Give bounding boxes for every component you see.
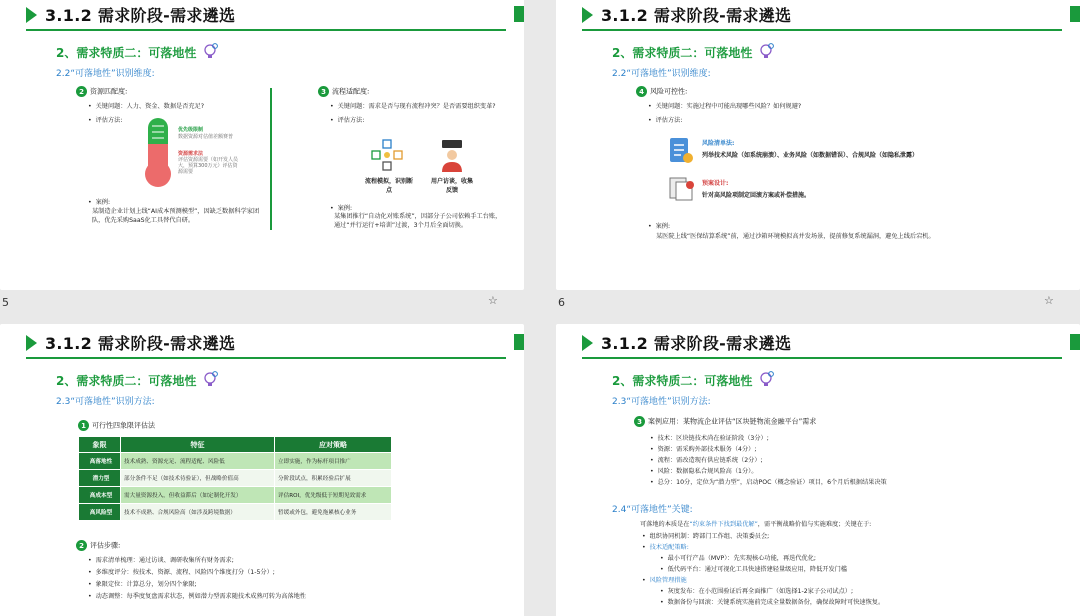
list-item: • 需求清单梳理：通过访谈、调研收集所有财务需求; xyxy=(88,557,234,564)
list-item: • 象限定位：计算总分，划分四个象限; xyxy=(88,581,197,588)
point-heading: 2 评估步骤: xyxy=(76,540,120,551)
slide-thumbnail-7[interactable] xyxy=(0,324,524,616)
corner-tab xyxy=(1070,6,1080,22)
case-text: 某医院上线“医保结算系统”前，通过沙箱环境模拟高并发场景，提前修复系统漏洞，避免上线后宕机。 xyxy=(656,233,935,240)
list-item: • 组织协同机制：跨部门工作组、决策委员会; xyxy=(642,533,770,540)
table-row: 潜力型 部分条件不足（如技术待验证），但战略价值高 分阶段试点，积累经验后扩展 xyxy=(79,470,392,487)
column-header: 象限 xyxy=(79,437,121,453)
point-heading: 3 案例应用：某物流企业评估“区块链物流金融平台”需求 xyxy=(634,416,816,427)
point-heading: 1 可行性四象限评估法 xyxy=(78,420,155,431)
bullet: • 评估方法: xyxy=(88,117,123,124)
section-label: 2.2“可落地性”识别维度: xyxy=(56,69,155,79)
slide-title: 3.1.2 需求阶段-需求遴选 xyxy=(26,331,235,354)
title-arrow-icon xyxy=(582,335,593,351)
slide-subtitle: 2、需求特质二：可落地性 xyxy=(56,42,220,62)
corner-tab xyxy=(514,334,524,350)
column-divider xyxy=(270,88,272,230)
thermometer-icon xyxy=(140,116,176,188)
list-item: • 数据备份与回滚：关键系统实施前完成全量数据备份，确保故障时可快速恢复。 xyxy=(660,599,885,606)
title-underline xyxy=(26,357,506,359)
slide-title: 3.1.2 需求阶段-需求遴选 xyxy=(582,331,791,354)
slide-subtitle: 2、需求特质二：可落地性 xyxy=(56,370,220,390)
list-item: • 风险管理措施 xyxy=(642,577,687,584)
lightbulb-gear-icon xyxy=(756,370,776,390)
slide-thumbnail-6[interactable] xyxy=(556,0,1080,290)
thermo-label-b: 资源需求法 评估资源需要（如开发人员大，预算300万元）评估资源需要 xyxy=(178,151,239,175)
method-risk-list: 风险清单法: 列举技术风险（如系统崩溃）、业务风险（如数据错误）、合规风险（如隐私泄露） xyxy=(702,140,919,159)
list-item: • 资源：需采购外部技术服务（4分）; xyxy=(650,446,757,453)
list-item: • 最小可行产品（MVP）：先实现核心功能，再迭代优化; xyxy=(660,555,817,562)
bullet: • 评估方法: xyxy=(648,117,683,124)
key-statement: 可落地的本质是在“约束条件下找到最优解”，需平衡战略价值与实施难度；关键在于: xyxy=(640,521,872,528)
lightbulb-gear-icon xyxy=(200,42,220,62)
slide-subtitle: 2、需求特质二：可落地性 xyxy=(612,370,776,390)
star-icon[interactable]: ☆ xyxy=(1044,294,1054,307)
list-item: • 风险：数据隐私合规风险高（1分）。 xyxy=(650,468,758,475)
bullet: • 关键问题：实施过程中可能出现哪些风险？如何规避? xyxy=(648,103,802,110)
list-item: • 灰度发布：在小范围验证后再全面推广（如选择1-2家子公司试点）; xyxy=(660,588,854,595)
table-row: 高落地性 技术成熟、资源充足、流程适配、风险低 立即实施，作为标杆项目推广 xyxy=(79,453,392,470)
slide-title: 3.1.2 需求阶段-需求遴选 xyxy=(26,3,235,26)
title-arrow-icon xyxy=(26,335,37,351)
icon-label: 流程模拟，识别断点 xyxy=(364,178,413,194)
point-heading: 4 风险可控性: xyxy=(636,86,687,97)
case-text: 某制造企业计划上线“AI成本预测模型”，因缺乏数据科学家团队，优先采购SaaS化工具替代自研。 xyxy=(92,208,260,224)
title-arrow-icon xyxy=(26,7,37,23)
icon-label: 用户访谈，收集反馈 xyxy=(430,178,473,194)
table-row: 高成本型 需大量资源投入，但收益滞后（如定制化开发） 评估ROI，优先级低于短期见效需求 xyxy=(79,487,392,504)
list-item: • 流程：需改造现有供应链系统（2分）; xyxy=(650,457,763,464)
corner-tab xyxy=(1070,334,1080,350)
list-item: • 多维度评分：按技术、资源、流程、风险四个维度打分（1-5分）; xyxy=(88,569,275,576)
title-underline xyxy=(582,357,1062,359)
title-underline xyxy=(26,29,506,31)
section-label: 2.4“可落地性”关键: xyxy=(612,505,693,515)
slide-number: 5 xyxy=(2,296,9,309)
slide-thumbnail-5[interactable] xyxy=(0,0,524,290)
case-label: • 案例: xyxy=(88,199,111,206)
list-item: • 技术适配策略: xyxy=(642,544,689,551)
table-row: 高风险型 技术不成熟、合规风险高（如涉及跨境数据） 暂缓或外包，避免拖累核心业务 xyxy=(79,504,392,521)
slide-thumbnail-8[interactable] xyxy=(556,324,1080,616)
lightbulb-gear-icon xyxy=(200,370,220,390)
section-label: 2.3“可落地性”识别方法: xyxy=(612,397,711,407)
case-label: • 案例: xyxy=(648,223,671,230)
list-item: • 低代码平台：通过可视化工具快速搭建轻量级应用，降低开发门槛 xyxy=(660,566,848,573)
process-flow-icon xyxy=(370,138,404,172)
corner-tab xyxy=(514,6,524,22)
slide-title: 3.1.2 需求阶段-需求遴选 xyxy=(582,3,791,26)
section-label: 2.2“可落地性”识别维度: xyxy=(612,69,711,79)
section-label: 2.3“可落地性”识别方法: xyxy=(56,397,155,407)
bullet: • 评估方法: xyxy=(330,117,365,124)
column-header: 应对策略 xyxy=(275,437,392,453)
quadrant-table xyxy=(78,436,392,521)
checklist-icon xyxy=(668,136,694,164)
method-contingency: 预案设计: 针对高风险项制定回滚方案或补偿措施。 xyxy=(702,180,811,199)
column-header: 特征 xyxy=(121,437,275,453)
point-heading: 2 资源匹配度: xyxy=(76,86,127,97)
point-heading: 3 流程适配度: xyxy=(318,86,369,97)
title-arrow-icon xyxy=(582,7,593,23)
case-text: 某集团推行“自动化对账系统”，因部分子公司依赖手工台账，通过“并行运行+培训”过渡，3个月后全面切换。 xyxy=(334,213,502,229)
lightbulb-gear-icon xyxy=(756,42,776,62)
bullet: • 关键问题：需求是否与现有流程冲突？是否需要组织变革? xyxy=(330,103,496,110)
slide-subtitle: 2、需求特质二：可落地性 xyxy=(612,42,776,62)
slide-number: 6 xyxy=(558,296,565,309)
contingency-plan-icon xyxy=(668,176,696,202)
list-item: • 动态调整：每季度复盘需求状态，例如潜力型需求随技术成熟可转为高落地性 xyxy=(88,593,306,600)
bullet: • 关键问题：人力、资金、数据是否充足? xyxy=(88,103,205,110)
title-underline xyxy=(582,29,1062,31)
list-item: • 技术：区块链技术尚在验证阶段（3分）; xyxy=(650,435,769,442)
case-label: • 案例: xyxy=(330,205,353,212)
user-interview-icon xyxy=(438,138,466,172)
thermo-label-a: 优先级限制 数据资源对估值差额赛普 xyxy=(178,127,234,140)
star-icon[interactable]: ☆ xyxy=(488,294,498,307)
list-item: • 总分：10分，定位为“潜力型”，启动POC（概念验证）项目，6个月后根据结果决策 xyxy=(650,479,887,486)
